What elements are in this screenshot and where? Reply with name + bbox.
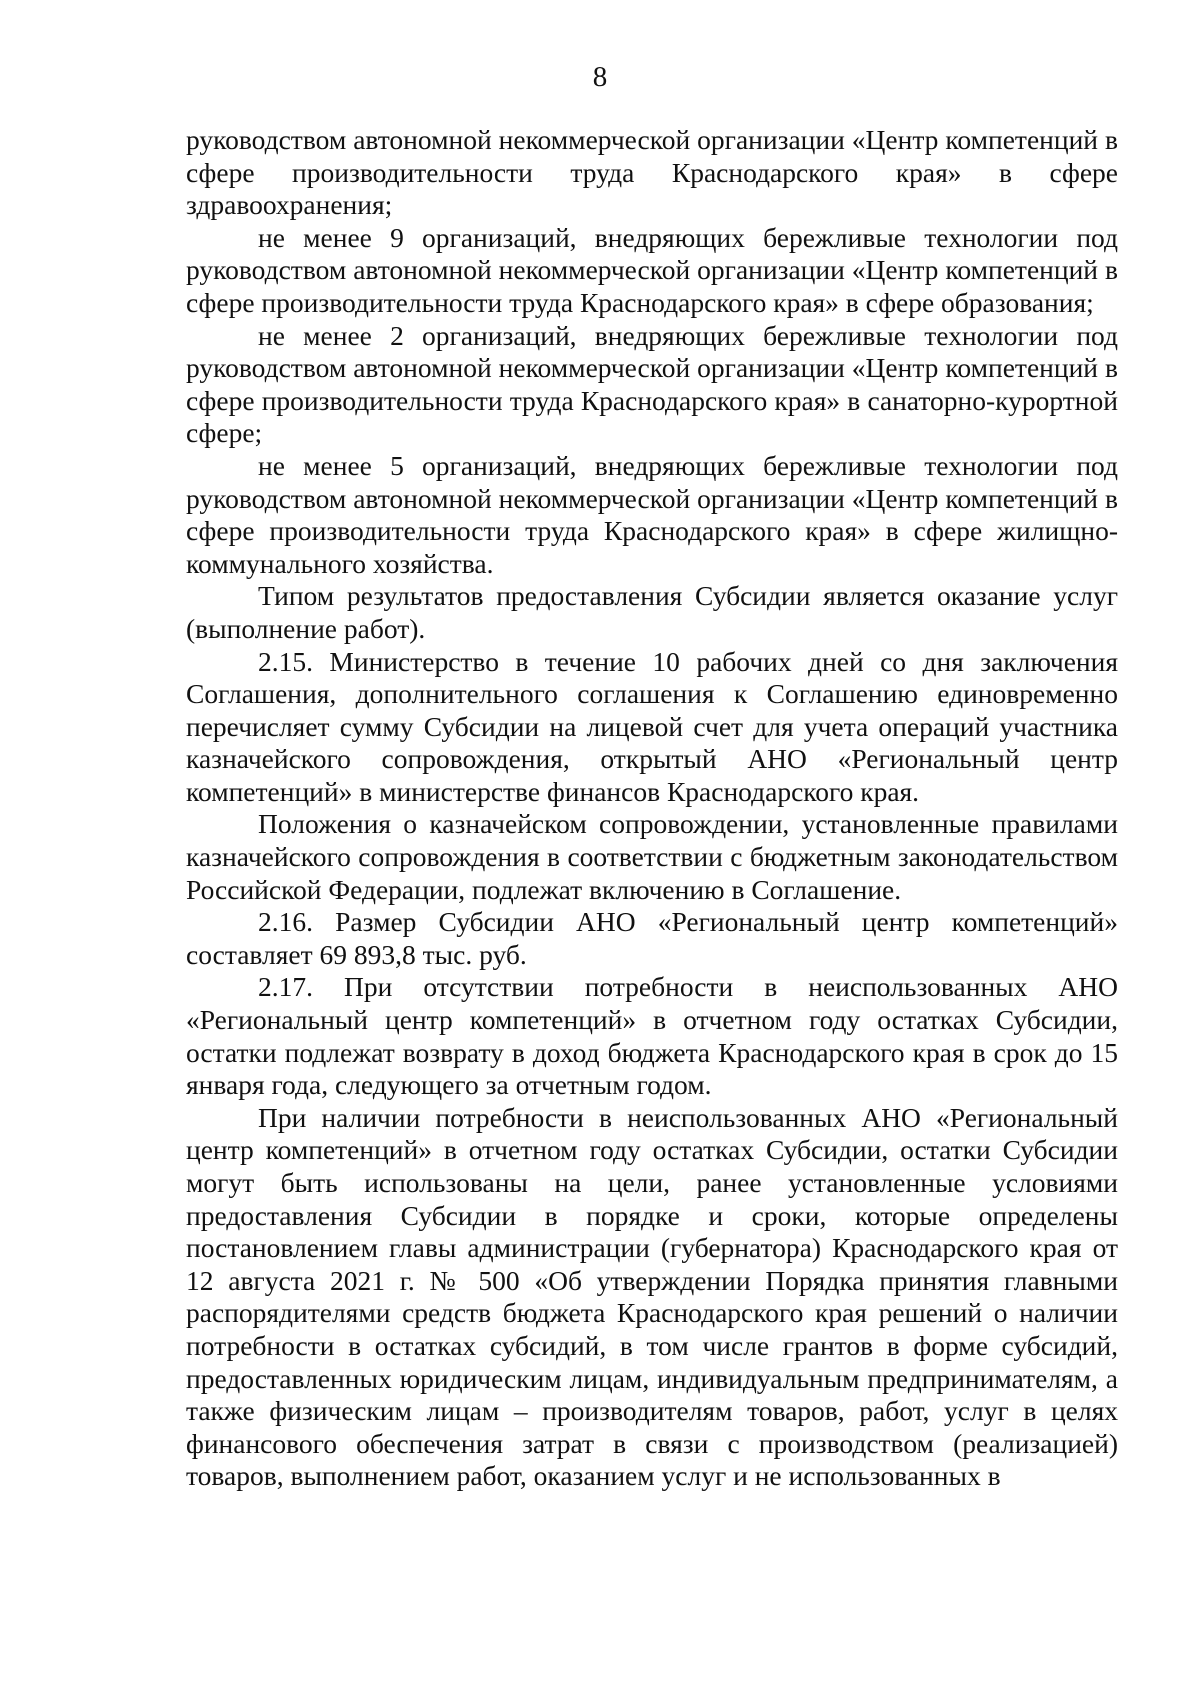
paragraph: При наличии потребности в неиспользованных АНО «Региональный центр компетенций» в отчетном году остатках Субсидии, остатки Субсидии могут быть использованы на цели, ранее установленные условиями предоставления Субсидии в порядке и сроки, которые определены постановлением главы администрации (губернатора) Краснодарского края от 12 августа 2021 г. № 500 «Об утверждении Порядка принятия главными распорядителями средств бюджета Краснодарского края решений о наличии потребности в остатках субсидий, в том числе грантов в форме субсидий, предоставленных юридическим лицам, индивидуальным предпринимателям, а также физическим лицам – производителям товаров, работ, услуг в целях финансового обеспечения затрат в связи с производством (реализацией) товаров, выполнением работ, оказанием услуг и не использованных в bbox=[186, 1101, 1118, 1492]
page-number: 8 bbox=[592, 61, 608, 93]
paragraph: 2.17. При отсутствии потребности в неиспользованных АНО «Региональный центр компетенций» в отчетном году остатках Субсидии, остатки подлежат возврату в доход бюджета Краснодарского края в срок до 15 января года, следующего за отчетным годом. bbox=[186, 971, 1118, 1101]
document-body bbox=[186, 124, 1118, 1493]
paragraph: не менее 5 организаций, внедряющих бережливые технологии под руководством автономной некоммерческой организации «Центр компетенций в сфере производительности труда Краснодарского края» в сфере жилищно-коммунального хозяйства. bbox=[186, 449, 1118, 579]
paragraph: Типом результатов предоставления Субсидии является оказание услуг (выполнение работ). bbox=[186, 580, 1118, 644]
paragraph: Положения о казначейском сопровождении, установленные правилами казначейского сопровождения в соответствии с бюджетным законодательством Российской Федерации, подлежат включению в Соглашение. bbox=[186, 808, 1118, 905]
paragraph: не менее 9 организаций, внедряющих бережливые технологии под руководством автономной некоммерческой организации «Центр компетенций в сфере производительности труда Краснодарского края» в сфере образования; bbox=[186, 221, 1118, 318]
paragraph: не менее 2 организаций, внедряющих бережливые технологии под руководством автономной некоммерческой организации «Центр компетенций в сфере производительности труда Краснодарского края» в санаторно-курортной сфере; bbox=[186, 319, 1118, 449]
paragraph: руководством автономной некоммерческой организации «Центр компетенций в сфере производительности труда Краснодарского края» в сфере здравоохранения; bbox=[186, 124, 1118, 221]
paragraph: 2.16. Размер Субсидии АНО «Региональный центр компетенций» составляет 69 893,8 тыс. руб. bbox=[186, 906, 1118, 970]
paragraph: 2.15. Министерство в течение 10 рабочих дней со дня заключения Соглашения, дополнительного соглашения к Соглашению единовременно перечисляет сумму Субсидии на лицевой счет для учета операций участника казначейского сопровождения, открытый АНО «Региональный центр компетенций» в министерстве финансов Краснодарского края. bbox=[186, 645, 1118, 807]
